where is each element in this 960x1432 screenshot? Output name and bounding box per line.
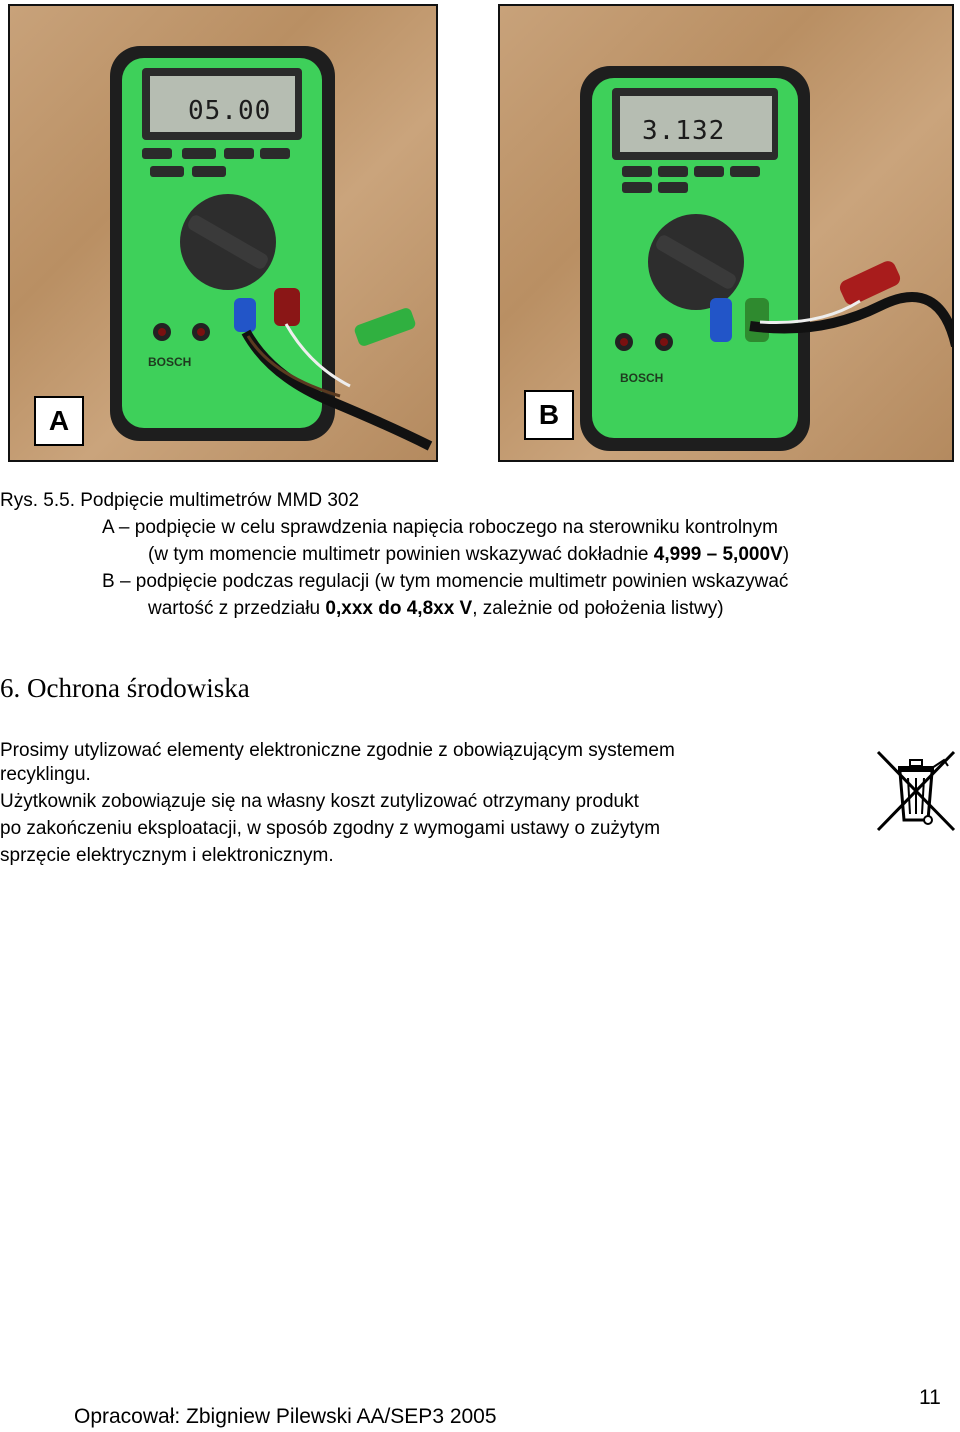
section-line: Prosimy utylizować elementy elektroniczne zgodnie z obowiązującym systemem bbox=[0, 740, 675, 761]
caption-line-b-detail bbox=[148, 595, 724, 622]
display-reading-b: 3.132 bbox=[642, 116, 726, 146]
photo-label-b: B bbox=[524, 390, 574, 440]
section-line: sprzęcie elektrycznym i elektronicznym. bbox=[0, 845, 334, 866]
section-line: po zakończeniu eksploatacji, w sposób zgodny z wymogami ustawy o zużytym bbox=[0, 818, 661, 839]
weee-crossed-bin-icon bbox=[874, 748, 958, 839]
brand-label-a: BOSCH bbox=[148, 355, 192, 369]
caption-a-range: 4,999 – 5,000V bbox=[653, 544, 783, 565]
display-reading-a: 05.00 bbox=[188, 96, 272, 126]
photo-multimeter-a bbox=[8, 4, 438, 462]
caption-line-b: B – podpięcie podczas regulacji (w tym momencie multimetr powinien wskazywać bbox=[102, 571, 789, 592]
page-number: 11 bbox=[919, 1386, 941, 1409]
footer-text: Opracował: Zbigniew Pilewski AA/SEP3 2005 bbox=[74, 1405, 497, 1428]
caption-b-close: , zależnie od położenia listwy) bbox=[472, 598, 724, 619]
caption-a-text: (w tym momencie multimetr powinien wskazywać dokładnie bbox=[148, 544, 654, 565]
caption-b-range: 0,xxx do 4,8xx V bbox=[325, 598, 473, 619]
section-heading: 6. Ochrona środowiska bbox=[0, 673, 250, 703]
section-line: recyklingu. bbox=[0, 764, 91, 785]
photo-multimeter-b bbox=[498, 4, 954, 462]
caption-line-a-detail bbox=[148, 541, 789, 568]
caption-a-close: ) bbox=[782, 544, 790, 565]
section-line: Użytkownik zobowiązuje się na własny koszt zutylizować otrzymany produkt bbox=[0, 791, 639, 812]
brand-label-b: BOSCH bbox=[620, 371, 664, 385]
caption-b-text: wartość z przedziału bbox=[148, 598, 326, 619]
photo-label-a: A bbox=[34, 396, 84, 446]
figure-caption-title: Rys. 5.5. Podpięcie multimetrów MMD 302 bbox=[0, 490, 360, 511]
multimeter-illustration bbox=[10, 6, 438, 462]
caption-line-a: A – podpięcie w celu sprawdzenia napięcia roboczego na sterowniku kontrolnym bbox=[102, 517, 778, 538]
